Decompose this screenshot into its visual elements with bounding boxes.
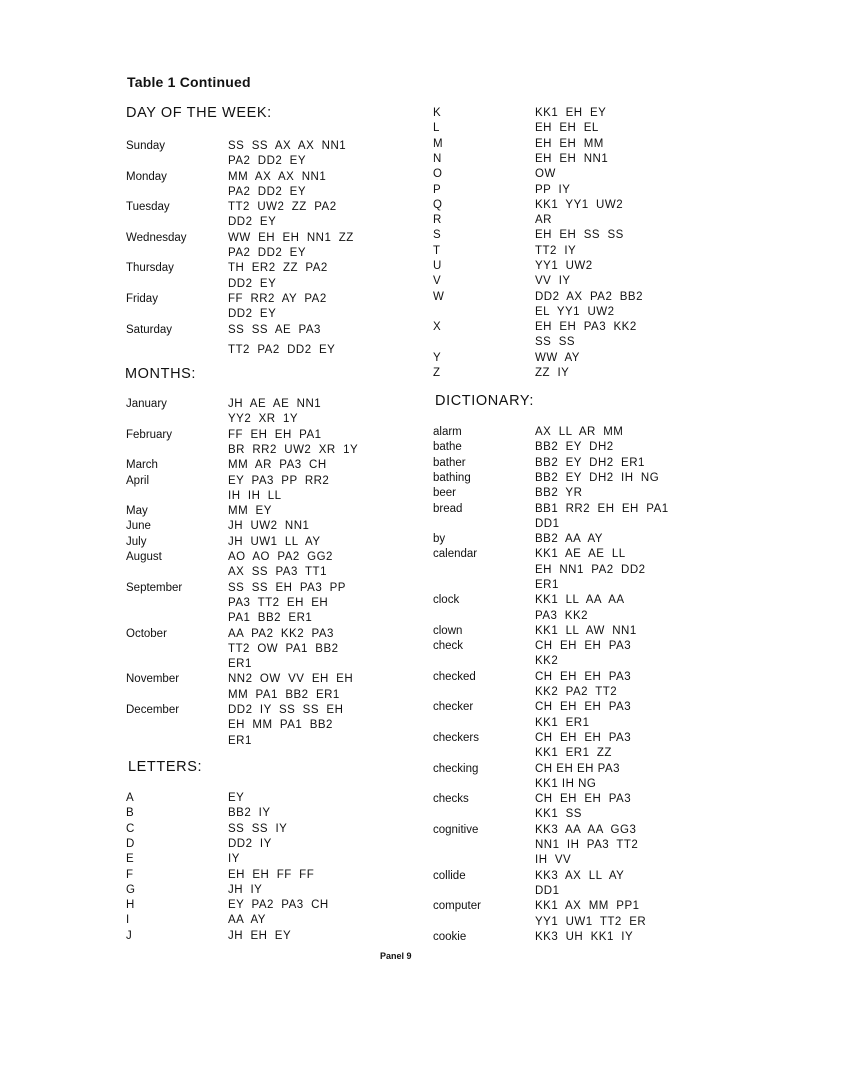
dictionary-phonemes: BB2 YR [535, 487, 583, 500]
dictionary-label: bread [433, 502, 463, 515]
dictionary-label: beer [433, 487, 457, 500]
month-phonemes: JH AE AE NN1 YY2 XR 1Y [228, 398, 322, 426]
letter-phonemes: JH EH EY [228, 929, 292, 942]
letter-label: T [433, 244, 441, 257]
letter-phonemes: PP IY [535, 183, 571, 196]
dictionary-label: checked [433, 670, 476, 683]
month-label: March [126, 459, 158, 472]
letter-label: H [126, 899, 135, 912]
dictionary-label: collide [433, 869, 466, 882]
letter-label: R [433, 214, 442, 227]
letter-phonemes: TT2 IY [535, 244, 577, 257]
letter-label: P [433, 183, 441, 196]
letter-phonemes: KK1 EH EY [535, 107, 607, 119]
dictionary-phonemes: CH EH EH PA3 KK1 SS [535, 793, 632, 821]
dictionary-phonemes: KK1 AX MM PP1 YY1 UW1 TT2 ER [535, 900, 647, 928]
dictionary-label: clown [433, 624, 463, 637]
letter-label: K [433, 107, 441, 119]
letter-label: V [433, 275, 441, 288]
day-phonemes: TH ER2 ZZ PA2 DD2 EY [228, 262, 328, 290]
letter-label: Z [433, 367, 441, 380]
day-phonemes: SS SS AE PA3 [228, 323, 321, 336]
day-phonemes: FF RR2 AY PA2 DD2 EY [228, 293, 327, 321]
table-title: Table 1 Continued [127, 74, 251, 90]
month-phonemes: MM EY [228, 505, 272, 518]
dictionary-phonemes: CH EH EH PA3 KK2 PA2 TT2 [535, 670, 632, 699]
letter-label: C [126, 822, 135, 835]
dictionary-label: cookie [433, 930, 467, 943]
letter-phonemes: EH EH NN1 [535, 152, 609, 165]
day-label: Sunday [126, 140, 166, 152]
month-phonemes: AO AO PA2 GG2 AX SS PA3 TT1 [228, 551, 333, 579]
letter-label: F [126, 868, 134, 881]
dictionary-label: bathing [433, 471, 471, 484]
letter-phonemes: EH EH FF FF [228, 868, 315, 881]
letter-phonemes: EY [228, 792, 245, 804]
month-phonemes: NN2 OW VV EH EH MM PA1 BB2 ER1 [228, 673, 354, 701]
letter-label: S [433, 229, 441, 242]
letter-label: M [433, 137, 443, 150]
letter-phonemes: EH EH SS SS [535, 229, 624, 242]
day-label: Wednesday [126, 231, 187, 244]
letter-phonemes: YY1 UW2 [535, 260, 593, 272]
letter-phonemes: JH IY [228, 883, 263, 896]
dictionary-phonemes: CH EH EH PA3 KK1 IH NG [535, 762, 621, 790]
letter-phonemes: AR [535, 214, 552, 227]
dictionary-phonemes: KK1 AE AE LL EH NN1 PA2 DD2 ER1 [535, 548, 646, 591]
letter-phonemes: BB2 IY [228, 807, 271, 820]
day-label: Friday [126, 293, 158, 305]
dictionary-label: computer [433, 900, 481, 913]
month-phonemes: EY PA3 PP RR2 IH IH LL [228, 474, 330, 502]
days-heading: DAY OF THE WEEK: [126, 105, 272, 121]
dictionary-phonemes: BB2 EY DH2 IH NG [535, 471, 660, 484]
letter-label: E [126, 853, 134, 866]
letter-phonemes: EH EH EL [535, 122, 599, 135]
dictionary-phonemes: CH EH EH PA3 KK2 [535, 640, 632, 668]
month-label: February [126, 428, 173, 441]
month-phonemes: MM AR PA3 CH [228, 459, 327, 472]
month-phonemes: FF EH EH PA1 BR RR2 UW2 XR 1Y [228, 428, 359, 456]
letters-heading: LETTERS: [128, 759, 203, 775]
day-phonemes: TT2 UW2 ZZ PA2 DD2 EY [228, 201, 337, 229]
letter-phonemes: SS SS IY [228, 822, 288, 835]
letter-phonemes: AA AY [228, 914, 266, 927]
dictionary-label: bather [433, 456, 466, 469]
day-phonemes: WW EH EH NN1 ZZ PA2 DD2 EY [228, 231, 354, 260]
letter-label: X [433, 321, 441, 334]
month-label: January [126, 398, 167, 410]
dictionary-phonemes: BB2 EY DH2 [535, 441, 614, 454]
dictionary-phonemes: BB2 AA AY [535, 533, 603, 546]
dictionary-phonemes: CH EH EH PA3 KK1 ER1 ZZ [535, 732, 632, 760]
dictionary-phonemes: BB1 RR2 EH EH PA1 DD1 [535, 502, 669, 530]
day-label: Monday [126, 170, 167, 183]
month-label: June [126, 520, 151, 533]
letter-label: U [433, 260, 442, 272]
letter-label: G [126, 883, 135, 896]
dictionary-phonemes: BB2 EY DH2 ER1 [535, 456, 645, 469]
letter-phonemes: ZZ IY [535, 367, 570, 380]
dictionary-phonemes: CH EH EH PA3 KK1 ER1 [535, 701, 632, 729]
day-label: Saturday [126, 323, 173, 336]
month-phonemes: SS SS EH PA3 PP PA3 TT2 EH EH PA1 BB2 ER1 [228, 581, 346, 625]
day-label: Tuesday [126, 201, 170, 214]
dictionary-label: checks [433, 793, 469, 806]
letter-label: Y [433, 351, 441, 364]
month-label: May [126, 505, 148, 518]
letter-phonemes: VV IY [535, 275, 571, 288]
dictionary-heading: DICTIONARY: [435, 393, 534, 409]
dictionary-phonemes: KK1 LL AW NN1 [535, 624, 637, 637]
month-label: September [126, 581, 183, 594]
dictionary-label: checkers [433, 732, 480, 744]
dictionary-label: calendar [433, 548, 478, 561]
month-label: July [126, 535, 147, 548]
dictionary-label: checking [433, 762, 479, 775]
dictionary-phonemes: KK3 AA AA GG3 NN1 IH PA3 TT2 IH VV [535, 823, 639, 867]
letter-phonemes: KK1 YY1 UW2 [535, 198, 624, 211]
month-phonemes: DD2 IY SS SS EH EH MM PA1 BB2 ER1 [228, 704, 344, 747]
dictionary-label: cognitive [433, 823, 479, 836]
letter-phonemes: EY PA2 PA3 CH [228, 899, 329, 912]
letter-label: L [433, 122, 440, 135]
month-label: August [126, 551, 162, 563]
month-label: November [126, 673, 180, 686]
day-phonemes: MM AX AX NN1 PA2 DD2 EY [228, 170, 327, 198]
letter-phonemes: OW [535, 168, 556, 181]
month-phonemes: JH UW2 NN1 [228, 520, 310, 533]
day-phonemes: TT2 PA2 DD2 EY [228, 343, 336, 356]
month-label: December [126, 704, 180, 716]
letter-label: W [433, 290, 444, 303]
letter-label: N [433, 152, 442, 165]
letter-label: B [126, 807, 134, 820]
letter-label: O [433, 168, 442, 181]
letter-phonemes: WW AY [535, 351, 580, 364]
letter-phonemes: EH EH MM [535, 137, 604, 150]
dictionary-label: checker [433, 701, 474, 714]
dictionary-label: by [433, 533, 446, 546]
letter-phonemes: DD2 AX PA2 BB2 EL YY1 UW2 [535, 290, 644, 318]
letter-label: A [126, 792, 134, 804]
panel-footer: Panel 9 [380, 951, 412, 961]
letter-phonemes: EH EH PA3 KK2 SS SS [535, 321, 637, 349]
day-label: Thursday [126, 262, 174, 275]
dictionary-label: check [433, 640, 464, 653]
dictionary-phonemes: AX LL AR MM [535, 426, 624, 438]
dictionary-label: alarm [433, 426, 462, 438]
letter-label: I [126, 914, 130, 927]
dictionary-label: clock [433, 594, 460, 607]
month-label: April [126, 474, 150, 487]
dictionary-phonemes: KK3 AX LL AY DD1 [535, 869, 625, 897]
month-phonemes: JH UW1 LL AY [228, 535, 321, 548]
letter-phonemes: IY [228, 853, 240, 866]
dictionary-phonemes: KK1 LL AA AA PA3 KK2 [535, 594, 625, 622]
month-label: October [126, 627, 167, 640]
letter-label: D [126, 837, 135, 850]
letter-label: J [126, 929, 132, 942]
dictionary-label: bathe [433, 441, 462, 454]
months-heading: MONTHS: [125, 366, 197, 382]
month-phonemes: AA PA2 KK2 PA3 TT2 OW PA1 BB2 ER1 [228, 627, 339, 671]
letter-label: Q [433, 198, 442, 211]
day-phonemes: SS SS AX AX NN1 PA2 DD2 EY [228, 140, 347, 168]
dictionary-phonemes: KK3 UH KK1 IY [535, 930, 634, 943]
letter-phonemes: DD2 IY [228, 837, 272, 850]
